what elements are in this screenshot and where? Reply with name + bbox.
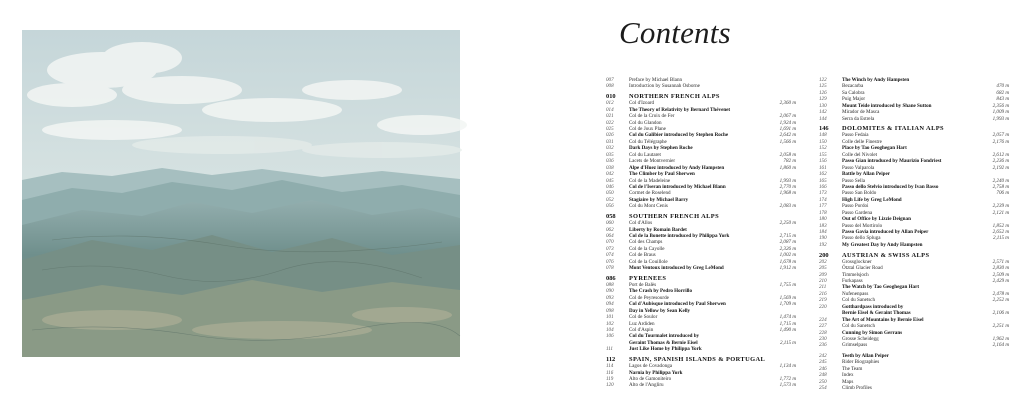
page-number: 230 — [819, 335, 827, 342]
contents-entry — [819, 385, 1009, 391]
page-number: 236 — [819, 342, 827, 349]
page-number: 166 — [819, 183, 827, 190]
page-number: 042 — [606, 171, 614, 178]
altitude: 1,993 m — [779, 177, 796, 184]
page-number: 046 — [606, 183, 614, 190]
page-number: 101 — [606, 314, 614, 321]
altitude: 2,326 m — [779, 245, 796, 252]
altitude: 2,239 m — [992, 203, 1009, 210]
altitude: 1,924 m — [779, 119, 796, 126]
page-number: 022 — [606, 119, 614, 126]
altitude: 2,121 m — [992, 209, 1009, 216]
section-title: PYRENEES — [629, 274, 667, 282]
entry-title: Puig Major — [842, 96, 866, 103]
page-number: 093 — [606, 294, 614, 301]
entry-title: Just Like Home by Philippa York — [629, 346, 702, 353]
entry-title: Col d'Aspin — [629, 327, 654, 333]
altitude: 1,962 m — [992, 335, 1009, 342]
altitude: 2,758 m — [992, 183, 1009, 190]
section-title: SPAIN, SPANISH ISLANDS & PORTUGAL — [629, 355, 766, 363]
entry-title: Out of Office by Lizzie Deignan — [842, 216, 911, 223]
page-number: 219 — [819, 297, 827, 304]
altitude: 1,709 m — [779, 301, 796, 308]
entry-title: Passo dello Spluga — [842, 235, 881, 242]
page-number: 178 — [819, 209, 827, 216]
page-number: 146 — [819, 125, 829, 133]
altitude: 843 m — [996, 96, 1009, 103]
section-heading — [606, 275, 796, 282]
altitude: 2,642 m — [779, 132, 796, 139]
page-number: 227 — [819, 323, 827, 330]
entry-title: Cunning by Simon Gerrans — [842, 329, 903, 336]
entry-title: Alto de l'Angliru — [629, 382, 664, 389]
altitude: 2,830 m — [992, 265, 1009, 272]
entry-title: Passo Valparola — [842, 164, 875, 171]
entry-title: Col du Télégraphe — [629, 138, 667, 145]
altitude: 2,715 m — [779, 232, 796, 239]
entry-title: Passo dello Stelvio introduced by Ivan Basso — [842, 183, 939, 190]
entry-title: The Team — [842, 365, 863, 372]
contents-entry — [606, 265, 796, 271]
page-number: 007 — [606, 77, 614, 83]
entry-title: Col de la Cayolle — [629, 245, 665, 252]
altitude: 2,770 m — [779, 183, 796, 190]
altitude: 2,106 m — [992, 310, 1009, 317]
page-number: 086 — [606, 274, 616, 282]
page-number: 036 — [606, 158, 614, 165]
entry-title: Port de Balès — [629, 281, 657, 288]
entry-title: Day in Yellow by Sean Kelly — [629, 307, 691, 314]
page-number: 173 — [819, 190, 827, 197]
entry-title: Passo San Boldo — [842, 190, 877, 197]
entry-title: Col de l'Iseran introduced by Michael Blann — [629, 183, 726, 190]
page-number: 216 — [819, 290, 827, 297]
page-number: 045 — [606, 177, 614, 184]
altitude: 1,134 m — [779, 363, 796, 370]
altitude: 1,678 m — [779, 258, 796, 265]
section-title: NORTHERN FRENCH ALPS — [629, 93, 720, 101]
page-number: 183 — [819, 222, 827, 229]
entry-title: My Greatest Day by Andy Hampsten — [842, 241, 923, 248]
page-number: 094 — [606, 301, 614, 308]
altitude: 2,083 m — [779, 203, 796, 210]
page-number: 248 — [819, 372, 827, 379]
entry-title: Furkapass — [842, 278, 863, 284]
entry-title: Col de Braus — [629, 252, 656, 259]
page-number: 254 — [819, 385, 827, 391]
page-number: 116 — [606, 369, 614, 376]
entry-title: Index — [842, 372, 854, 379]
entry-title: Timmelsjoch — [842, 271, 869, 278]
entry-title: Col de la Bonette introduced by Philippa York — [629, 232, 730, 239]
entry-title: Col de Peyresourde — [629, 294, 669, 301]
page-number: 152 — [819, 145, 827, 152]
mountain-landscape-photo — [22, 30, 460, 357]
entry-title: Col du Lautaret — [629, 151, 661, 158]
altitude: 2,057 m — [992, 132, 1009, 139]
entry-title: Stagiaire by Michael Barry — [629, 196, 689, 203]
altitude: 2,509 m — [992, 271, 1009, 278]
entry-title: The Winch by Andy Hampsten — [842, 77, 910, 83]
section-heading — [606, 356, 796, 363]
page-number: 130 — [819, 102, 827, 109]
page-number: 245 — [819, 359, 827, 366]
page-number: 058 — [606, 212, 616, 220]
altitude: 682 m — [996, 89, 1009, 96]
altitude: 2,067 m — [779, 113, 796, 120]
altitude: 1,912 m — [779, 265, 796, 272]
altitude: 2,115 m — [779, 339, 796, 346]
contents-entry — [819, 116, 1009, 122]
entry-title: The Crash by Pedro Horrillo — [629, 288, 693, 295]
entry-title: Col du Mont Cenis — [629, 203, 668, 210]
page-number: 074 — [606, 252, 614, 259]
page-number: 184 — [819, 229, 827, 235]
entry-title: Col du Sanetsch — [842, 297, 876, 304]
entry-title: Mirador de Masca — [842, 109, 880, 116]
page-number: 126 — [819, 89, 827, 96]
entry-title: Narnia by Philippa York — [629, 369, 683, 376]
page-number: 038 — [606, 164, 614, 171]
entry-title: Grossglockner — [842, 258, 872, 265]
page-number: 088 — [606, 281, 614, 288]
section-heading — [819, 252, 1009, 259]
altitude: 1,002 m — [779, 252, 796, 259]
page-number: 177 — [819, 203, 827, 210]
entry-title: Col de la Couillole — [629, 258, 668, 265]
altitude: 2,251 m — [992, 323, 1009, 330]
entry-title: Passo del Mortirolo — [842, 222, 883, 229]
page-number: 192 — [819, 241, 827, 248]
altitude: 2,571 m — [992, 258, 1009, 265]
entry-title: Passo Gavia introduced by Allan Peiper — [842, 229, 929, 235]
page-number: 180 — [819, 216, 827, 223]
page-number: 144 — [819, 115, 827, 122]
page-number: 242 — [819, 352, 827, 359]
entry-title: Alto de Gamoniteiro — [629, 376, 672, 382]
entry-title: Col d'Aubisque introduced by Paul Sherwen — [629, 301, 726, 308]
entry-title: Lacets de Montvernier — [629, 158, 676, 165]
entry-title: Grosse Scheidegg — [842, 335, 879, 342]
entry-title: Sa Calobra — [842, 89, 865, 96]
contents-entry — [819, 242, 1009, 248]
entry-title: Rider Biographies — [842, 359, 880, 366]
entry-title: Colle delle Finestre — [842, 138, 882, 145]
entry-title: Introduction by Susannah Osborne — [629, 83, 700, 90]
entry-title: Bezacarba — [842, 83, 864, 90]
entry-title: Alpe d'Huez introduced by Andy Hampsten — [629, 164, 725, 171]
page-number: 056 — [606, 203, 614, 210]
altitude: 2,236 m — [992, 158, 1009, 165]
page-number: 210 — [819, 278, 827, 284]
entry-title: Preface by Michael Blann — [629, 77, 683, 83]
altitude: 2,087 m — [779, 239, 796, 246]
altitude: 1,573 m — [779, 382, 796, 389]
page-number: 052 — [606, 196, 614, 203]
entry-title: Mont Ventoux introduced by Greg LeMond — [629, 265, 724, 272]
entry-title: Col du Sanetsch — [842, 323, 876, 330]
section-heading — [606, 213, 796, 220]
entry-title: High Life by Greg LeMond — [842, 196, 902, 203]
page-number: 156 — [819, 158, 827, 165]
page-number: 073 — [606, 245, 614, 252]
entry-title: Grimselpass — [842, 342, 868, 349]
page-number: 162 — [819, 171, 827, 178]
altitude: 470 m — [996, 83, 1009, 90]
entry-title: Col du Tourmalet introduced by — [629, 333, 700, 340]
page-number: 012 — [606, 100, 614, 107]
altitude: 782 m — [783, 158, 796, 165]
entry-title: The Art of Mountains by Bernie Eisel — [842, 316, 924, 323]
altitude: 1,968 m — [779, 190, 796, 197]
page-number: 076 — [606, 258, 614, 265]
page-number: 050 — [606, 190, 614, 197]
page-number: 220 — [819, 303, 827, 310]
section-heading — [819, 125, 1009, 132]
page-number: 209 — [819, 271, 827, 278]
entry-title: Teeth by Allan Peiper — [842, 352, 889, 359]
page-number: 224 — [819, 316, 827, 323]
page-number: 010 — [606, 93, 616, 101]
entry-title: Maps — [842, 378, 854, 385]
entry-title: Gotthardpass introduced by — [842, 303, 904, 310]
altitude: 2,164 m — [992, 342, 1009, 349]
entry-title: Passo Gardena — [842, 209, 873, 216]
contents-column-left — [606, 77, 796, 389]
entry-title: Colle del Nivolet — [842, 151, 878, 158]
page-number: 122 — [819, 77, 827, 83]
entry-title: Luz Ardiden — [629, 320, 655, 327]
page-number: 165 — [819, 177, 827, 184]
page-number: 060 — [606, 220, 614, 227]
page-number: 202 — [819, 258, 827, 265]
entry-title: Col d'Izoard — [629, 100, 655, 107]
page-number: 070 — [606, 239, 614, 246]
entry-title: Col de Soulor — [629, 314, 658, 321]
altitude: 2,478 m — [992, 290, 1009, 297]
page-number: 174 — [819, 196, 827, 203]
entry-title: Passo Fedaia — [842, 132, 869, 139]
page-number: 035 — [606, 151, 614, 158]
page-number: 062 — [606, 226, 614, 233]
page-number: 025 — [606, 126, 614, 132]
altitude: 2,360 m — [779, 100, 796, 107]
page-number: 150 — [819, 138, 827, 145]
page-number: 148 — [819, 132, 827, 139]
altitude: 2,429 m — [992, 278, 1009, 284]
altitude: 2,250 m — [779, 220, 796, 227]
section-title: AUSTRIAN & SWISS ALPS — [842, 251, 930, 259]
page-number: 120 — [606, 382, 614, 389]
altitude: 1,691 m — [779, 126, 796, 132]
page-number: 142 — [819, 109, 827, 116]
page-number: 026 — [606, 132, 614, 139]
page-number: 098 — [606, 307, 614, 314]
entry-title: Mount Teide introduced by Shane Sutton — [842, 102, 932, 109]
entry-title: Serra da Estrela — [842, 115, 875, 122]
entry-title: Bernie Eisel & Geraint Thomas — [842, 310, 911, 317]
page-number: 008 — [606, 83, 614, 90]
entry-title: Ötztal Glacier Road — [842, 265, 883, 272]
entry-title: Col du Glandon — [629, 119, 662, 126]
page-number: 102 — [606, 320, 614, 327]
entry-title: Col d'Allos — [629, 220, 653, 227]
altitude: 1,993 m — [992, 115, 1009, 122]
altitude: 2,612 m — [992, 151, 1009, 158]
page-number: 031 — [606, 138, 614, 145]
entry-title: Col des Champs — [629, 239, 663, 246]
contents-column-right — [819, 77, 1009, 391]
page-number: 090 — [606, 288, 614, 295]
altitude: 1,569 m — [779, 294, 796, 301]
page-number: 161 — [819, 164, 827, 171]
altitude: 1,566 m — [779, 138, 796, 145]
page-number: 250 — [819, 378, 827, 385]
page-number: 104 — [606, 327, 614, 333]
entry-title: Passo Gian introduced by Maurizio Fondriest — [842, 158, 942, 165]
entry-title: Col de Joux Plane — [629, 126, 666, 132]
altitude: 1,474 m — [779, 314, 796, 321]
entry-title: Passo Sella — [842, 177, 866, 184]
altitude: 2,252 m — [992, 297, 1009, 304]
altitude: 1,860 m — [779, 164, 796, 171]
entry-title: Climb Profiles — [842, 385, 872, 391]
page-number: 155 — [819, 151, 827, 158]
altitude: 2,115 m — [992, 235, 1009, 242]
altitude: 1,009 m — [992, 109, 1009, 116]
entry-title: Col de la Croix de Fer — [629, 113, 675, 120]
entry-title: Battle by Allan Peiper — [842, 171, 890, 178]
contents-entry — [606, 382, 796, 388]
contents-entry — [606, 83, 796, 89]
altitude: 1,852 m — [992, 222, 1009, 229]
page-number: 205 — [819, 265, 827, 272]
page-number: 064 — [606, 232, 614, 239]
entry-title: Col de la Madeleine — [629, 177, 671, 184]
entry-title: Cormet de Roselend — [629, 190, 671, 197]
entry-title: Geraint Thomas & Bernie Eisel — [629, 339, 698, 346]
altitude: 1,772 m — [779, 376, 796, 382]
altitude: 2,192 m — [992, 164, 1009, 171]
entry-title: The Theory of Relativity by Bernard Thévenet — [629, 106, 731, 113]
altitude: 1,755 m — [779, 281, 796, 288]
entry-title: Place by Tao Geoghegan Hart — [842, 145, 907, 152]
page-number: 111 — [606, 346, 613, 353]
entry-title: Dark Days by Stephen Roche — [629, 145, 693, 152]
page-number: 114 — [606, 363, 614, 370]
contents-title: Contents — [619, 15, 731, 50]
altitude: 2,176 m — [992, 138, 1009, 145]
altitude: 706 m — [996, 190, 1009, 197]
contents-entry — [606, 203, 796, 209]
page-number: 078 — [606, 265, 614, 272]
contents-entry — [819, 342, 1009, 348]
page-number: 021 — [606, 113, 614, 120]
page-number: 112 — [606, 355, 616, 363]
page-number: 125 — [819, 83, 827, 90]
page-number: 014 — [606, 106, 614, 113]
entry-title: The Climber by Paul Sherwen — [629, 171, 695, 178]
altitude: 1,490 m — [779, 327, 796, 333]
section-heading — [606, 93, 796, 100]
entry-title: Lagos de Covadonga — [629, 363, 673, 370]
section-title: SOUTHERN FRENCH ALPS — [629, 212, 720, 220]
page-number: 211 — [819, 284, 827, 291]
section-title: DOLOMITES & ITALIAN ALPS — [842, 125, 944, 133]
page-number: 129 — [819, 96, 827, 103]
page-number: 200 — [819, 251, 829, 259]
page-number: 190 — [819, 235, 827, 242]
page-number: 228 — [819, 329, 827, 336]
altitude: 1,715 m — [779, 320, 796, 327]
altitude: 2,652 m — [992, 229, 1009, 235]
page-number: 032 — [606, 145, 614, 152]
entry-title: Col du Galibier introduced by Stephen Roche — [629, 132, 729, 139]
entry-title: Passo Pordoi — [842, 203, 869, 210]
altitude: 2,356 m — [992, 102, 1009, 109]
entry-title: The Watch by Tao Geoghegan Hart — [842, 284, 920, 291]
entry-title: Liberty by Romain Bardet — [629, 226, 687, 233]
page-number: 246 — [819, 365, 827, 372]
altitude: 2,058 m — [779, 151, 796, 158]
page-number: 119 — [606, 376, 614, 382]
altitude: 2,240 m — [992, 177, 1009, 184]
entry-title: Nufenenpass — [842, 290, 869, 297]
page-number: 106 — [606, 333, 614, 340]
contents-entry — [606, 346, 796, 352]
